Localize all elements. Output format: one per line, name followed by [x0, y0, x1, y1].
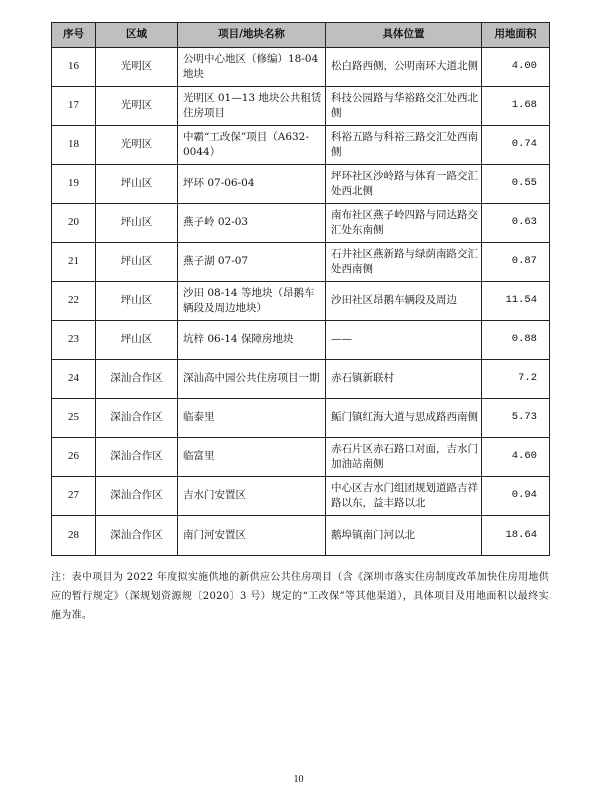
cell-project-name: 中霸“工改保”项目（A632-0044） — [178, 126, 326, 165]
cell-region: 光明区 — [96, 48, 178, 87]
table-row — [52, 516, 550, 556]
cell-project-name: 坪环 07-06-04 — [178, 165, 326, 204]
table-row — [52, 87, 550, 126]
cell-location: 鹅埠镇南门河以北 — [326, 516, 482, 556]
table-row — [52, 48, 550, 87]
header-region: 区域 — [96, 23, 178, 48]
cell-location: —— — [326, 321, 482, 360]
cell-area: 0.87 — [482, 243, 550, 282]
cell-project-name: 燕子岭 02-03 — [178, 204, 326, 243]
cell-area: 5.73 — [482, 399, 550, 438]
cell-region: 深汕合作区 — [96, 516, 178, 556]
cell-region: 光明区 — [96, 87, 178, 126]
cell-region: 坪山区 — [96, 321, 178, 360]
cell-area: 0.63 — [482, 204, 550, 243]
cell-location: 沙田社区昂鹅车辆段及周边 — [326, 282, 482, 321]
cell-area: 0.94 — [482, 477, 550, 516]
cell-project-name: 燕子湖 07-07 — [178, 243, 326, 282]
cell-no: 16 — [52, 48, 96, 87]
cell-region: 深汕合作区 — [96, 477, 178, 516]
cell-no: 18 — [52, 126, 96, 165]
cell-no: 26 — [52, 438, 96, 477]
cell-project-name: 吉水门安置区 — [178, 477, 326, 516]
cell-no: 27 — [52, 477, 96, 516]
cell-region: 深汕合作区 — [96, 438, 178, 477]
table-row — [52, 321, 550, 360]
cell-location: 赤石片区赤石路口对面，吉水门加油站南侧 — [326, 438, 482, 477]
cell-project-name: 公明中心地区（修编）18-04地块 — [178, 48, 326, 87]
cell-project-name: 深汕高中园公共住房项目一期 — [178, 360, 326, 399]
cell-area: 11.54 — [482, 282, 550, 321]
cell-project-name: 光明区 01—13 地块公共租赁住房项目 — [178, 87, 326, 126]
cell-location: 科技公园路与华裕路交汇处西北侧 — [326, 87, 482, 126]
cell-area: 1.68 — [482, 87, 550, 126]
table-row — [52, 282, 550, 321]
cell-location: 赤石镇新联村 — [326, 360, 482, 399]
table-row — [52, 360, 550, 399]
cell-location: 石井社区燕新路与绿荫南路交汇处西南侧 — [326, 243, 482, 282]
cell-location: 鲘门镇红海大道与思成路西南侧 — [326, 399, 482, 438]
table-row — [52, 477, 550, 516]
cell-area: 7.2 — [482, 360, 550, 399]
cell-area: 4.00 — [482, 48, 550, 87]
table-footnote: 注：表中项目为 2022 年度拟实施供地的新供应公共住房项目（含《深圳市落实住房制度改革加快住房用地供应的暂行规定》（深规划资源规〔2020〕3 号）规定的“工改保”等其他渠道），具体项目及用地面积以最终实施为准。 — [51, 572, 549, 621]
cell-project-name: 坑梓 06-14 保障房地块 — [178, 321, 326, 360]
table-row — [52, 399, 550, 438]
cell-location: 松白路西侧，公明南环大道北侧 — [326, 48, 482, 87]
cell-project-name: 临泰里 — [178, 399, 326, 438]
header-no: 序号 — [52, 23, 96, 48]
cell-no: 25 — [52, 399, 96, 438]
cell-location: 中心区吉水门组团规划道路吉祥路以东，益丰路以北 — [326, 477, 482, 516]
cell-no: 23 — [52, 321, 96, 360]
cell-area: 0.88 — [482, 321, 550, 360]
land-supply-table — [51, 22, 550, 556]
cell-region: 深汕合作区 — [96, 399, 178, 438]
cell-no: 21 — [52, 243, 96, 282]
page-number: 10 — [293, 774, 304, 785]
cell-area: 0.55 — [482, 165, 550, 204]
table-header-row — [52, 23, 550, 48]
cell-project-name: 沙田 08-14 等地块（昂鹅车辆段及周边地块） — [178, 282, 326, 321]
cell-location: 科裕五路与科裕三路交汇处西南侧 — [326, 126, 482, 165]
cell-area: 18.64 — [482, 516, 550, 556]
table-row — [52, 126, 550, 165]
cell-region: 坪山区 — [96, 165, 178, 204]
cell-no: 28 — [52, 516, 96, 556]
cell-no: 22 — [52, 282, 96, 321]
cell-location: 坪环社区沙岭路与体育一路交汇处西北侧 — [326, 165, 482, 204]
table-row — [52, 204, 550, 243]
header-location: 具体位置 — [326, 23, 482, 48]
cell-region: 坪山区 — [96, 243, 178, 282]
table-row — [52, 165, 550, 204]
cell-region: 坪山区 — [96, 282, 178, 321]
header-project-name: 项目/地块名称 — [178, 23, 326, 48]
cell-region: 光明区 — [96, 126, 178, 165]
cell-no: 17 — [52, 87, 96, 126]
cell-area: 0.74 — [482, 126, 550, 165]
header-area: 用地面积 — [482, 23, 550, 48]
table-row — [52, 438, 550, 477]
table-row — [52, 243, 550, 282]
cell-no: 24 — [52, 360, 96, 399]
cell-region: 深汕合作区 — [96, 360, 178, 399]
cell-area: 4.60 — [482, 438, 550, 477]
cell-no: 20 — [52, 204, 96, 243]
cell-project-name: 临富里 — [178, 438, 326, 477]
cell-project-name: 南门河安置区 — [178, 516, 326, 556]
cell-region: 坪山区 — [96, 204, 178, 243]
cell-no: 19 — [52, 165, 96, 204]
cell-location: 南布社区燕子岭四路与同达路交汇处东南侧 — [326, 204, 482, 243]
